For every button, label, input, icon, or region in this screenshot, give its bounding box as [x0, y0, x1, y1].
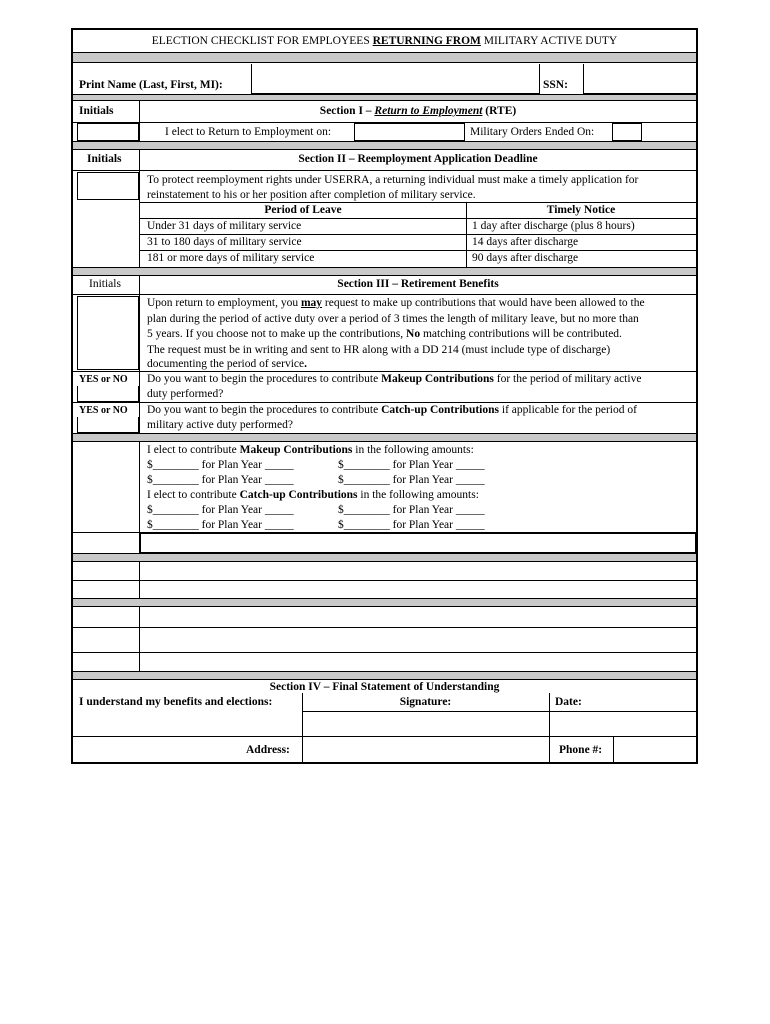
- makeup-question: Do you want to begin the procedures to contribute Makeup Contributions for the period of military active: [147, 373, 642, 385]
- catchup-yes-no-label: YES or NO: [79, 405, 128, 416]
- understand-label: I understand my benefits and elections:: [79, 696, 273, 708]
- section3-paragraph-line: Upon return to employment, you may request to make up contributions that would have been allowed to the: [147, 297, 645, 309]
- rte-date-field[interactable]: [354, 123, 465, 141]
- ssn-label: SSN:: [543, 79, 568, 91]
- blank-row[interactable]: [140, 533, 696, 553]
- section1-initials-label: Initials: [79, 105, 114, 117]
- makeup-amount-blank[interactable]: $________ for Plan Year _____: [147, 474, 294, 486]
- catchup-amount-blank[interactable]: $________ for Plan Year _____: [147, 519, 294, 531]
- phone-field[interactable]: [614, 737, 696, 764]
- section3-initials-label: Initials: [89, 278, 121, 290]
- ssn-field[interactable]: [583, 64, 696, 94]
- phone-label: Phone #:: [559, 744, 603, 756]
- blank-row[interactable]: [140, 608, 696, 671]
- divider-bar: [73, 671, 696, 680]
- leave-row-notice: 90 days after discharge: [472, 252, 579, 264]
- divider-bar: [73, 598, 696, 607]
- divider-bar: [73, 141, 696, 150]
- catchup-question-cont: military active duty performed?: [147, 419, 293, 431]
- section2-intro-line2: reinstatement to his or her position after completion of military service.: [147, 189, 476, 201]
- section1-title: Section I – Return to Employment (RTE): [319, 105, 517, 117]
- date-label: Date:: [555, 696, 582, 708]
- section2-title: Section II – Reemployment Application Deadline: [298, 153, 538, 165]
- signature-field[interactable]: [303, 712, 549, 736]
- catchup-amount-blank[interactable]: $________ for Plan Year _____: [338, 504, 485, 516]
- address-label: Address:: [246, 744, 290, 756]
- divider-bar: [73, 52, 696, 63]
- election-checklist-form: [71, 28, 698, 764]
- catchup-question: Do you want to begin the procedures to contribute Catch-up Contributions if applicable for the period of: [147, 404, 637, 416]
- leave-row-period: Under 31 days of military service: [147, 220, 302, 232]
- section3-initials-field[interactable]: [77, 296, 139, 370]
- print-name-label: Print Name (Last, First, MI):: [79, 79, 223, 91]
- print-name-field[interactable]: [251, 64, 540, 94]
- catchup-election-line: I elect to contribute Catch-up Contributions in the following amounts:: [147, 489, 479, 501]
- date-field[interactable]: [550, 712, 696, 736]
- orders-ended-label: Military Orders Ended On:: [470, 126, 595, 138]
- divider-bar: [73, 267, 696, 276]
- leave-row-notice: 14 days after discharge: [472, 236, 579, 248]
- makeup-amount-blank[interactable]: $________ for Plan Year _____: [338, 474, 485, 486]
- section2-initials-field[interactable]: [77, 172, 139, 200]
- section2-intro-line1: To protect reemployment rights under USERRA, a returning individual must make a timely application for: [147, 174, 639, 186]
- orders-ended-field[interactable]: [612, 123, 642, 141]
- makeup-yes-no-field[interactable]: [77, 386, 139, 402]
- makeup-election-line: I elect to contribute Makeup Contributions in the following amounts:: [147, 444, 474, 456]
- makeup-amount-blank[interactable]: $________ for Plan Year _____: [147, 459, 294, 471]
- section3-paragraph-line: plan during the period of active duty over a period of 3 times the length of military leave, but no more than: [147, 312, 639, 325]
- divider-bar: [73, 553, 696, 562]
- leave-row-period: 181 or more days of military service: [147, 252, 315, 264]
- rte-date-label: I elect to Return to Employment on:: [165, 126, 332, 138]
- blank-row[interactable]: [140, 563, 696, 598]
- leave-row-notice: 1 day after discharge (plus 8 hours): [472, 220, 635, 232]
- catchup-amount-blank[interactable]: $________ for Plan Year _____: [338, 519, 485, 531]
- makeup-amount-blank[interactable]: $________ for Plan Year _____: [338, 459, 485, 471]
- section3-paragraph-line: The request must be in writing and sent to HR along with a DD 214 (must include type of discharge): [147, 343, 611, 356]
- address-field[interactable]: [303, 737, 549, 764]
- divider-bar: [73, 94, 696, 101]
- signature-label: Signature:: [399, 696, 452, 708]
- section1-initials-field[interactable]: [77, 123, 139, 141]
- section2-initials-label: Initials: [87, 153, 122, 165]
- section4-title: Section IV – Final Statement of Understanding: [269, 681, 500, 693]
- leave-row-period: 31 to 180 days of military service: [147, 236, 302, 248]
- timely-notice-header: Timely Notice: [546, 204, 616, 216]
- makeup-question-cont: duty performed?: [147, 388, 224, 400]
- makeup-yes-no-label: YES or NO: [79, 374, 128, 385]
- section3-paragraph-line: 5 years. If you choose not to make up the contributions, No matching contributions will be contributed.: [147, 328, 622, 340]
- period-of-leave-header: Period of Leave: [264, 204, 342, 216]
- section3-title: Section III – Retirement Benefits: [337, 278, 499, 290]
- catchup-amount-blank[interactable]: $________ for Plan Year _____: [147, 504, 294, 516]
- section3-paragraph-line: documenting the period of service.: [147, 358, 307, 370]
- divider-bar: [73, 433, 696, 442]
- catchup-yes-no-field[interactable]: [77, 417, 139, 433]
- form-title: ELECTION CHECKLIST FOR EMPLOYEES RETURNING FROM MILITARY ACTIVE DUTY: [151, 35, 618, 47]
